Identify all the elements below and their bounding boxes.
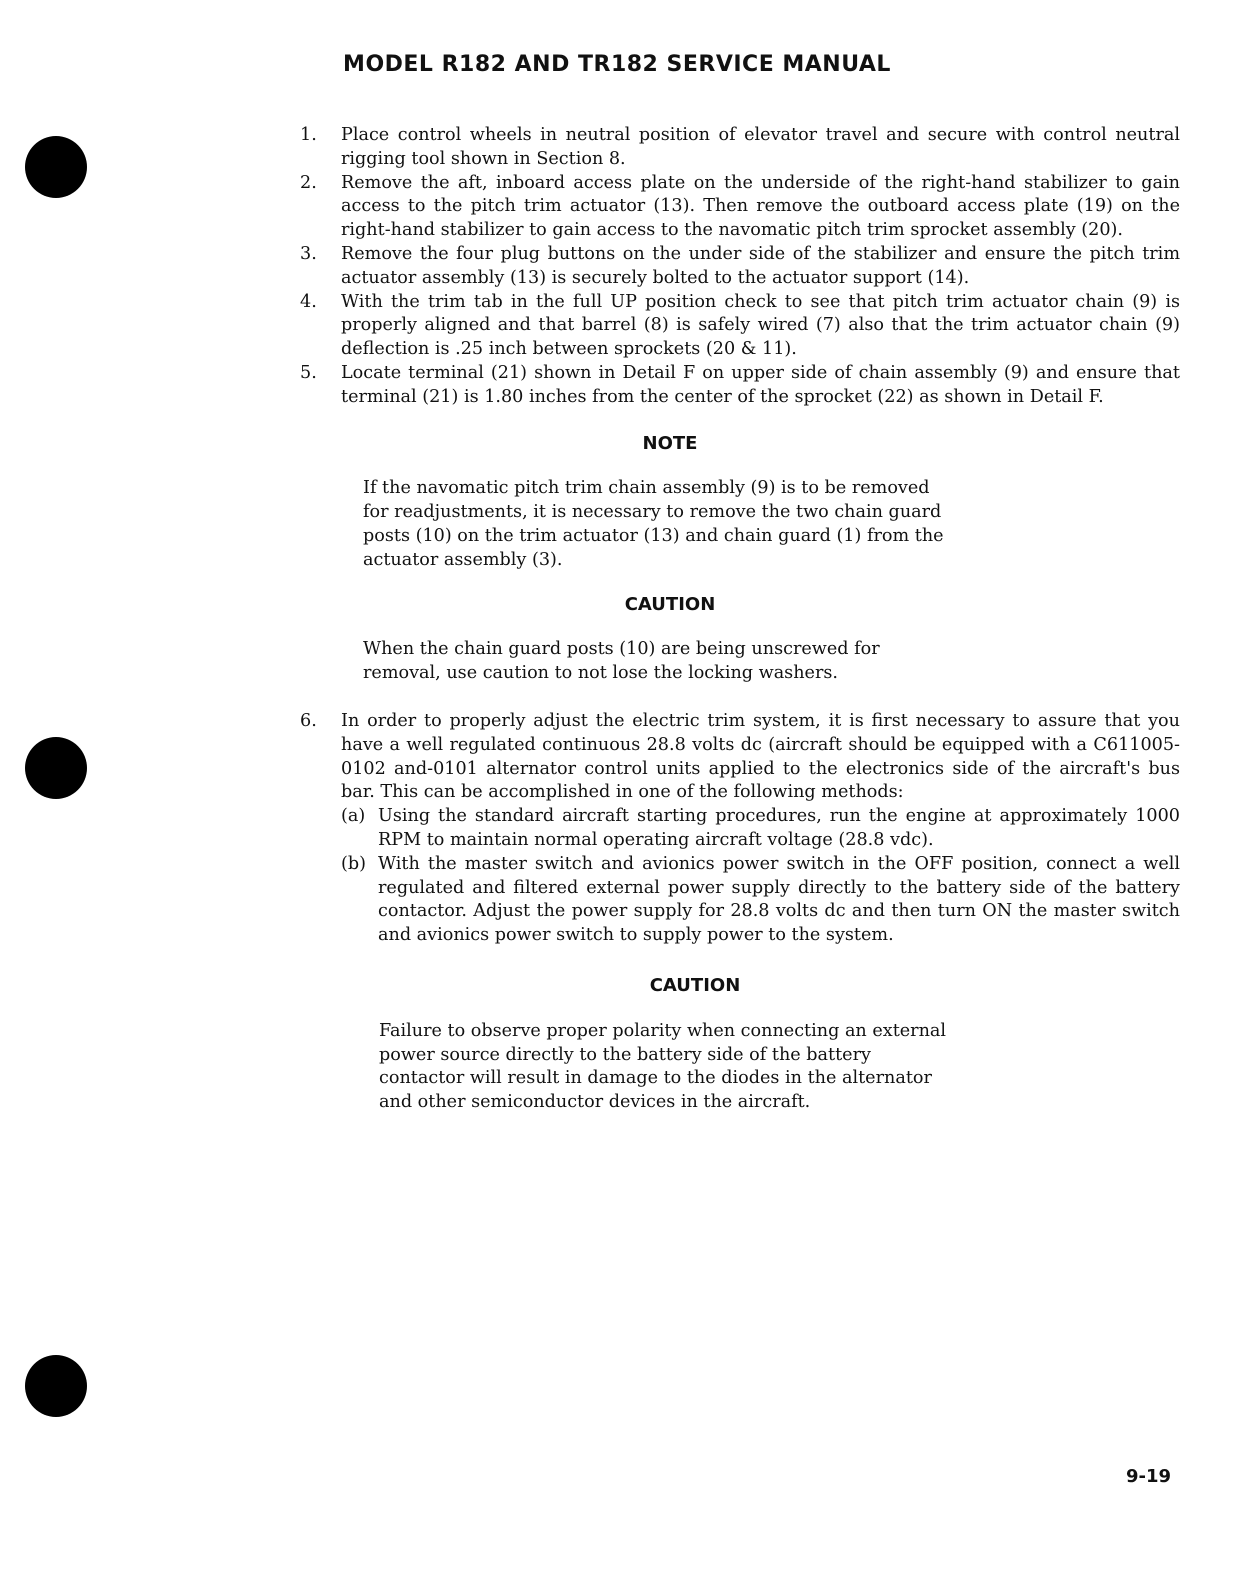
sub-step-text: Using the standard aircraft starting procedures, run the engine at approximately 1000 RPM to maintain normal operating aircraft voltage (28.8 vdc). xyxy=(378,806,1180,850)
procedure-step xyxy=(300,710,1180,805)
step-text: Remove the four plug buttons on the under side of the stabilizer and ensure the pitch trim actuator assembly (13) is securely bolted to the actuator support (14). xyxy=(341,243,1180,288)
note-heading: NOTE xyxy=(642,432,698,454)
step-text: In order to properly adjust the electric trim system, it is first necessary to assure that you have a well regulated continuous 28.8 volts dc (aircraft should be equipped with a C611005-0102 and-0101 alternator control units applied to the electronics side of the aircraft's bus bar. This can be accomplished in one of the following methods: xyxy=(341,710,1180,803)
note-text: If the navomatic pitch trim chain assembly (9) is to be removed for readjustments, it is necessary to remove the two chain guard posts (10) on the trim actuator (13) and chain guard (1) from the actuator assembly (3). xyxy=(363,478,944,570)
step-number: 5. xyxy=(300,362,317,383)
procedure-step xyxy=(300,291,1180,362)
sub-step xyxy=(341,853,1180,948)
sub-step-letter: (b) xyxy=(341,853,366,874)
sub-step-letter: (a) xyxy=(341,806,366,827)
step-number: 6. xyxy=(300,710,317,731)
procedure-step xyxy=(300,124,1180,172)
step-number: 4. xyxy=(300,291,317,312)
sub-step xyxy=(341,805,1180,853)
procedure-step xyxy=(300,172,1180,243)
caution-heading: CAUTION xyxy=(649,974,741,996)
caution-text: When the chain guard posts (10) are being unscrewed for removal, use caution to not lose the locking washers. xyxy=(363,639,880,684)
step-number: 1. xyxy=(300,125,317,145)
step-text: Locate terminal (21) shown in Detail F on upper side of chain assembly (9) and ensure that terminal (21) is 1.80 inches from the center of the sprocket (22) as shown in Detail F. xyxy=(341,362,1180,407)
step-number: 2. xyxy=(300,172,317,193)
step-text: Place control wheels in neutral position of elevator travel and secure with control neutral rigging tool shown in Section 8. xyxy=(341,125,1180,169)
caution-text: Failure to observe proper polarity when connecting an external power source directly to the battery side of the battery contactor will result in damage to the diodes in the alternator and other semiconductor devices in the aircraft. xyxy=(379,1020,947,1113)
binder-hole xyxy=(25,1355,87,1417)
step-text: With the trim tab in the full UP position check to see that pitch trim actuator chain (9) is properly aligned and that barrel (8) is safely wired (7) also that the trim actuator chain (9) deflection is .25 inch between sprockets (20 & 11). xyxy=(341,291,1180,360)
manual-content xyxy=(300,124,1180,1115)
caution-heading: CAUTION xyxy=(624,593,716,615)
page-number: 9-19 xyxy=(1126,1466,1172,1487)
binder-hole xyxy=(25,737,87,799)
binder-hole xyxy=(25,136,87,198)
page-header-title: MODEL R182 AND TR182 SERVICE MANUAL xyxy=(343,52,891,77)
step-text: Remove the aft, inboard access plate on the underside of the right-hand stabilizer to gain access to the pitch trim actuator (13). Then remove the outboard access plate (19) on the right-hand stabilizer to gain access to the navomatic pitch trim sprocket assembly (20). xyxy=(341,172,1180,241)
sub-step-text: With the master switch and avionics power switch in the OFF position, connect a well regulated and filtered external power supply directly to the battery side of the battery contactor. Adjust the power supply for 28.8 volts dc and then turn ON the master switch and avionics power switch to supply power to the system. xyxy=(378,853,1180,946)
step-number: 3. xyxy=(300,243,317,264)
procedure-step xyxy=(300,243,1180,291)
procedure-step xyxy=(300,362,1180,410)
